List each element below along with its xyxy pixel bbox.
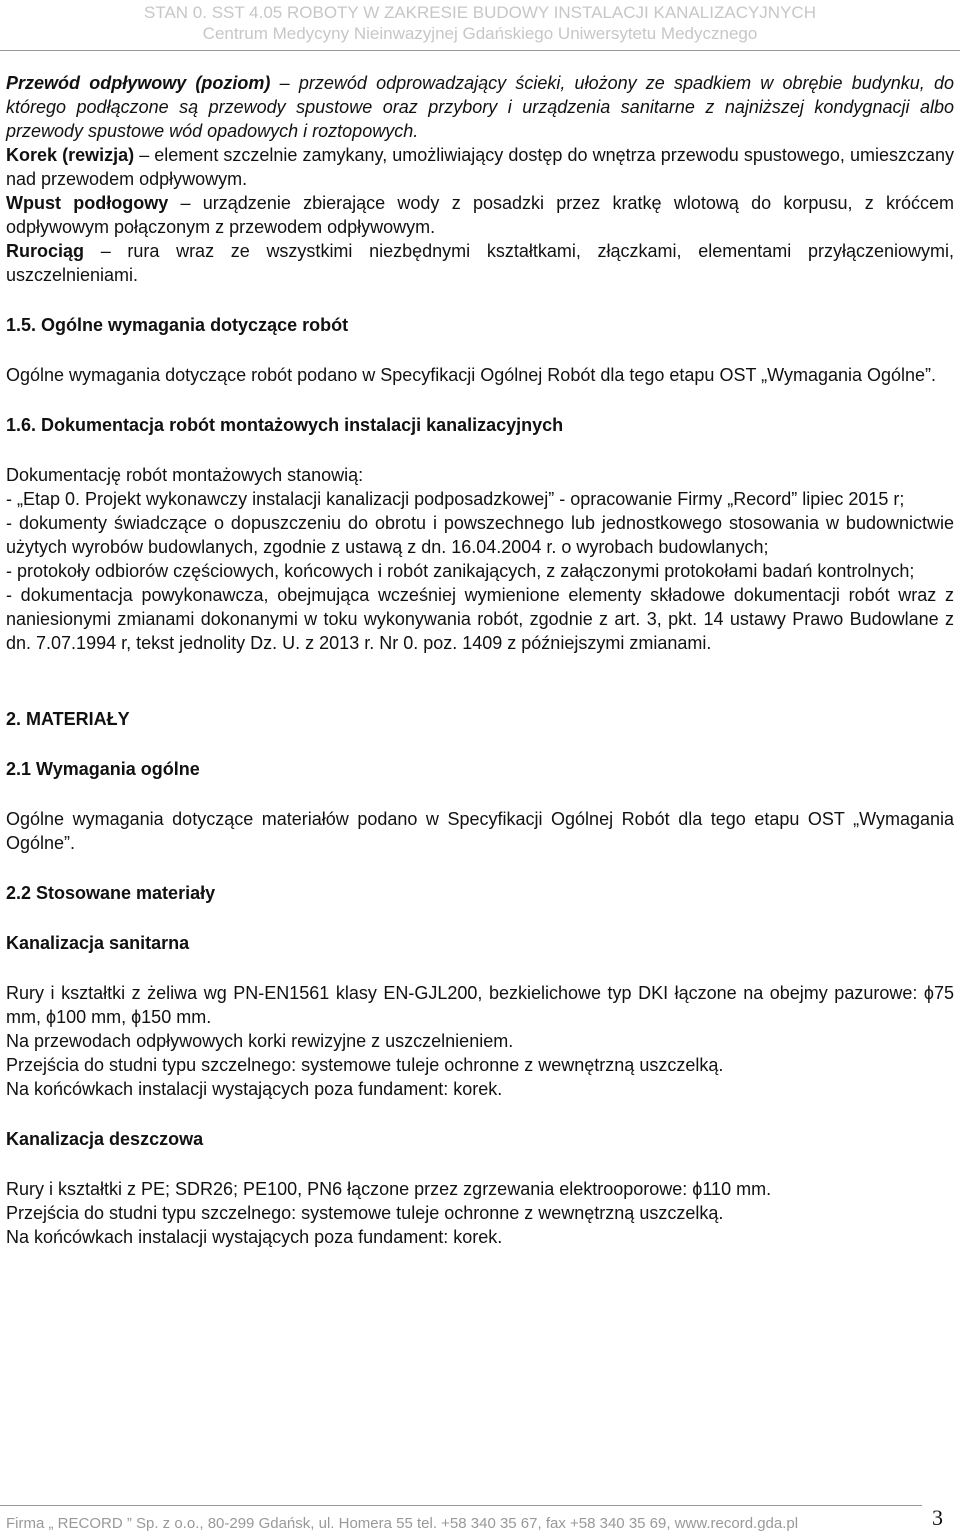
sanitarna-line: Na przewodach odpływowych korki rewizyjne z uszczelnieniem. [6,1031,514,1051]
definition-term: Przewód odpływowy (poziom) [6,73,271,93]
definition-rurociag [6,239,954,287]
list-item: - dokumenty świadczące o dopuszczeniu do obrotu i powszechnego lub jednostkowego stosowania w budownictwie użytych wyrobów budowlanych, zgodnie z ustawą z dn. 16.04.2004 r. o wyrobach budowlanych; [6,513,954,557]
page-header [0,2,960,44]
header-subtitle: Centrum Medycyny Nieinwazyjnej Gdańskiego Uniwersytetu Medycznego [202,24,758,43]
deszczowa-line: Przejścia do studni typu szczelnego: systemowe tuleje ochronne z wewnętrzną uszczelką. [6,1203,724,1223]
page-number: 3 [932,1505,943,1530]
definition-text: – przewód odprowadzający ścieki, ułożony ze spadkiem w obrębie budynku, do którego podłączone są przewody spustowe oraz przybory i urządzenia sanitarne z najniższej kondygnacji albo przewody spustowe wód opadowych i roztopowych. [6,73,954,141]
deszczowa-line: Na końcówkach instalacji wystających poza fundament: korek. [6,1227,503,1247]
sanitarna-line: Przejścia do studni typu szczelnego: systemowe tuleje ochronne z wewnętrzną uszczelką. [6,1055,724,1075]
definition-term: Rurociąg [6,241,85,261]
sanitarna-line: Na końcówkach instalacji wystających poza fundament: korek. [6,1079,503,1099]
definition-text: – urządzenie zbierające wody z posadzki przez kratkę wlotową do korpusu, z króćcem odpływowym połączonym z przewodem odpływowym. [6,193,954,237]
section-intro-1-6: Dokumentację robót montażowych stanowią: [6,465,364,485]
list-item: - „Etap 0. Projekt wykonawczy instalacji kanalizacji podposadzkowej” - opracowanie Firmy „Record” lipiec 2015 r; [6,489,905,509]
sanitarna-line: Rury i kształtki z żeliwa wg PN-EN1561 klasy EN-GJL200, bezkielichowe typ DKI łączone na obejmy pazurowe: ϕ75 mm, ϕ100 mm, ϕ150 mm. [6,983,954,1027]
definition-text: – rura wraz ze wszystkimi niezbędnymi kształtkami, złączkami, elementami przyłączeniowymi, uszczelnieniami. [6,241,954,285]
section-heading-2-2: 2.2 Stosowane materiały [6,883,216,903]
definition-korek [6,143,954,191]
subheading-kanalizacja-deszczowa: Kanalizacja deszczowa [6,1129,204,1149]
definition-term: Korek (rewizja) [6,145,135,165]
definition-term: Wpust podłogowy [6,193,169,213]
section-text-2-1: Ogólne wymagania dotyczące materiałów podano w Specyfikacji Ogólnej Robót dla tego etapu OST „Wymagania Ogólne”. [6,809,954,853]
section-text-1-5: Ogólne wymagania dotyczące robót podano w Specyfikacji Ogólnej Robót dla tego etapu OST „Wymagania Ogólne”. [6,365,937,385]
deszczowa-line: Rury i kształtki z PE; SDR26; PE100, PN6 łączone przez zgrzewania elektrooporowe: ϕ110 mm. [6,1179,772,1199]
list-item: - dokumentacja powykonawcza, obejmująca wcześniej wymienione elementy składowe dokumentacji robót wraz z naniesionymi zmianami dokonanymi w toku wykonywania robót, zgodnie z art. 3, pkt. 14 ustawy Prawo Budowlane z dn. 7.07.1994 r, tekst jednolity Dz. U. z 2013 r. Nr 0. poz. 1409 z późniejszymi zmianami. [6,585,954,653]
definition-text: – element szczelnie zamykany, umożliwiający dostęp do wnętrza przewodu spustowego, umieszczany nad przewodem odpływowym. [6,145,954,189]
header-title: STAN 0. SST 4.05 ROBOTY W ZAKRESIE BUDOWY INSTALACJI KANALIZACYJNYCH [144,3,816,22]
footer-text: Firma „ RECORD ” Sp. z o.o., 80-299 Gdańsk, ul. Homera 55 tel. +58 340 35 67, fax +58 340 35 69, www.record.gda.pl [6,1515,799,1532]
header-divider [0,50,960,51]
definition-wpust [6,191,954,239]
section-heading-1-6: 1.6. Dokumentacja robót montażowych instalacji kanalizacyjnych [6,415,564,435]
definition-przewod [6,71,954,143]
section-heading-2-1: 2.1 Wymagania ogólne [6,759,200,779]
subheading-kanalizacja-sanitarna: Kanalizacja sanitarna [6,933,190,953]
footer-divider [0,1505,922,1506]
document-body [6,71,954,1249]
section-heading-1-5: 1.5. Ogólne wymagania dotyczące robót [6,315,349,335]
list-item: - protokoły odbiorów częściowych, końcowych i robót zanikających, z załączonymi protokołami badań kontrolnych; [6,561,915,581]
section-heading-2: 2. MATERIAŁY [6,709,130,729]
